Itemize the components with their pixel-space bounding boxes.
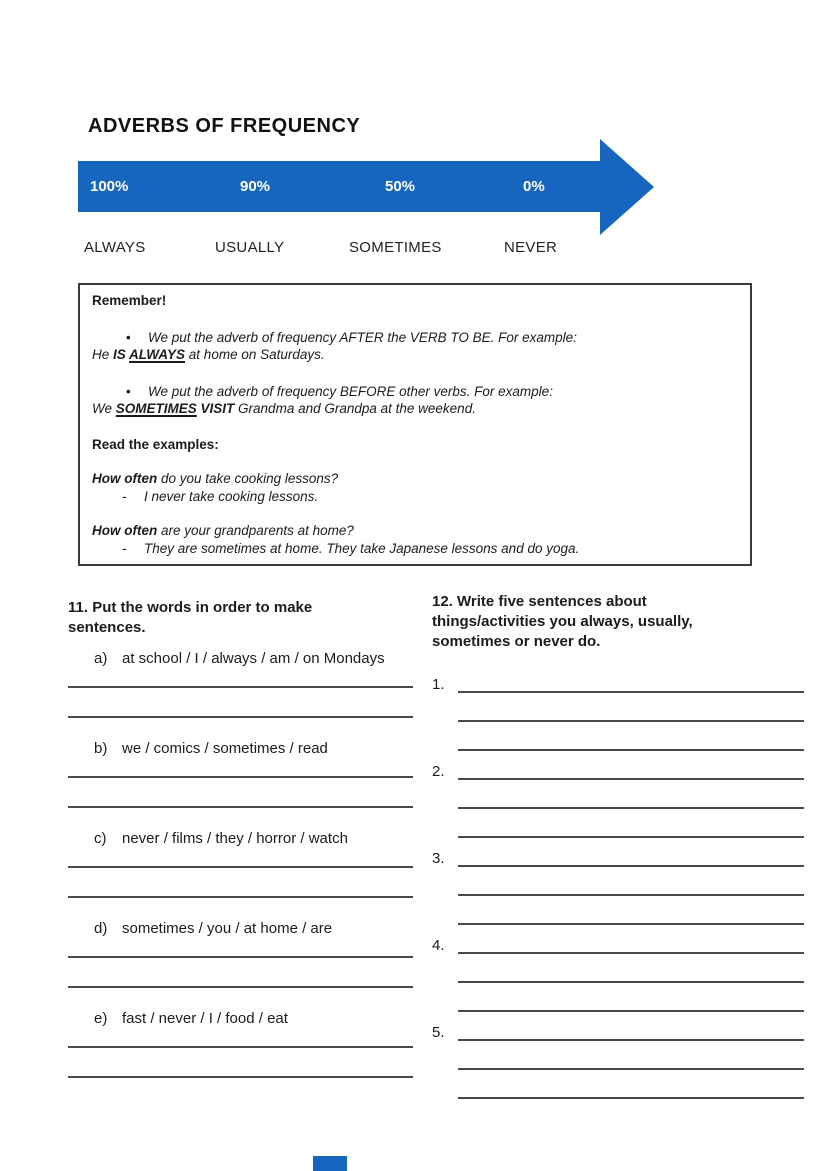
question-text: do you take cooking lessons? xyxy=(157,471,339,486)
question-text: are your grandparents at home? xyxy=(157,523,354,538)
write-line xyxy=(68,1046,413,1048)
answer-number: 4. xyxy=(432,937,445,954)
write-line xyxy=(458,865,804,867)
write-line xyxy=(458,867,804,896)
example-bold-text: VISIT xyxy=(196,401,235,416)
write-line xyxy=(458,954,804,983)
page-title: ADVERBS OF FREQUENCY xyxy=(88,115,361,137)
bullet-icon: • xyxy=(126,383,131,399)
example-text: at home on Saturdays. xyxy=(185,347,325,362)
percentage-label: 90% xyxy=(240,178,271,195)
item-letter: a) xyxy=(94,650,108,667)
word-order-item-e xyxy=(68,1010,413,1078)
sentence-group-3 xyxy=(432,838,804,925)
answer-text: They are sometimes at home. They take Japanese lessons and do yoga. xyxy=(144,540,580,556)
rule-2-example xyxy=(92,400,738,418)
item-words: never / films / they / horror / watch xyxy=(122,830,348,847)
write-line xyxy=(458,1070,804,1099)
item-letter: c) xyxy=(94,830,107,847)
write-line xyxy=(458,896,804,925)
word-order-item-d xyxy=(68,920,413,988)
adverb-label-always: ALWAYS xyxy=(84,239,146,256)
item-words: at school / I / always / am / on Mondays xyxy=(122,650,385,667)
write-line xyxy=(458,778,804,780)
sentence-group-2 xyxy=(432,751,804,838)
example-bold-text: IS xyxy=(113,347,130,362)
word-order-item-a xyxy=(68,650,413,718)
bullet-icon: • xyxy=(126,329,131,345)
rule-2-bullet xyxy=(92,383,738,401)
answer-number: 5. xyxy=(432,1024,445,1041)
frequency-arrow xyxy=(78,139,678,235)
adverb-label-sometimes: SOMETIMES xyxy=(349,239,442,256)
write-line xyxy=(458,1039,804,1041)
remember-heading: Remember! xyxy=(92,293,167,308)
arrow-bar xyxy=(78,161,600,212)
dash-icon: - xyxy=(122,540,127,556)
percentage-label: 50% xyxy=(385,178,416,195)
write-line xyxy=(458,780,804,809)
question-bold-text: How often xyxy=(92,471,158,486)
answer-number: 2. xyxy=(432,763,445,780)
write-line xyxy=(68,776,413,778)
exercise-11-section xyxy=(68,598,413,1100)
write-line xyxy=(68,956,413,958)
example-text: Grandma and Grandpa at the weekend. xyxy=(234,401,476,416)
item-words: we / comics / sometimes / read xyxy=(122,740,328,757)
exercise-12-section xyxy=(432,592,804,1099)
write-line xyxy=(458,983,804,1012)
example-text: We xyxy=(92,401,116,416)
sentence-group-1 xyxy=(432,664,804,751)
arrow-head-icon xyxy=(600,139,654,235)
write-line xyxy=(68,686,413,688)
rule-1-example xyxy=(92,346,738,364)
percentage-label: 100% xyxy=(90,178,129,195)
rule-2-text: We put the adverb of frequency BEFORE other verbs. For example: xyxy=(148,383,553,399)
write-line xyxy=(458,693,804,722)
example-text: He xyxy=(92,347,114,362)
exercise-11-heading: 11. Put the words in order to make sentences. xyxy=(68,599,313,636)
exercise-12-heading: 12. Write five sentences about things/activities you always, usually, sometimes or never do. xyxy=(432,593,693,650)
write-line xyxy=(458,691,804,693)
write-line xyxy=(68,896,413,898)
rule-1-text: We put the adverb of frequency AFTER the VERB TO BE. For example: xyxy=(148,329,577,345)
rule-1-bullet xyxy=(92,329,738,347)
read-examples-heading: Read the examples: xyxy=(92,436,219,452)
adverb-label-usually: USUALLY xyxy=(215,239,285,256)
percentage-label: 0% xyxy=(523,178,545,195)
question-line xyxy=(92,470,738,488)
write-line xyxy=(458,809,804,838)
sentence-group-5 xyxy=(432,1012,804,1099)
word-order-item-c xyxy=(68,830,413,898)
dash-icon: - xyxy=(122,488,127,504)
remember-box xyxy=(78,283,752,566)
example-underlined-text: SOMETIMES xyxy=(115,401,197,416)
item-words: sometimes / you / at home / are xyxy=(122,920,333,937)
item-letter: b) xyxy=(94,740,108,757)
answer-number: 1. xyxy=(432,676,445,693)
question-bold-text: How often xyxy=(92,523,158,538)
sentence-group-4 xyxy=(432,925,804,1012)
write-line xyxy=(68,1076,413,1078)
next-page-arrow-fragment xyxy=(313,1156,347,1171)
item-letter: e) xyxy=(94,1010,108,1027)
answer-number: 3. xyxy=(432,850,445,867)
write-line xyxy=(68,986,413,988)
answer-text: I never take cooking lessons. xyxy=(144,488,319,504)
example-underlined-text: ALWAYS xyxy=(129,347,186,362)
question-line xyxy=(92,522,738,540)
answer-line xyxy=(92,540,738,558)
write-line xyxy=(458,722,804,751)
answer-line xyxy=(92,488,738,506)
item-words: fast / never / I / food / eat xyxy=(122,1010,288,1027)
write-line xyxy=(68,806,413,808)
write-line xyxy=(458,1041,804,1070)
item-letter: d) xyxy=(94,920,108,937)
adverb-label-never: NEVER xyxy=(504,239,558,256)
word-order-item-b xyxy=(68,740,413,808)
write-line xyxy=(458,952,804,954)
write-line xyxy=(68,716,413,718)
write-line xyxy=(68,866,413,868)
